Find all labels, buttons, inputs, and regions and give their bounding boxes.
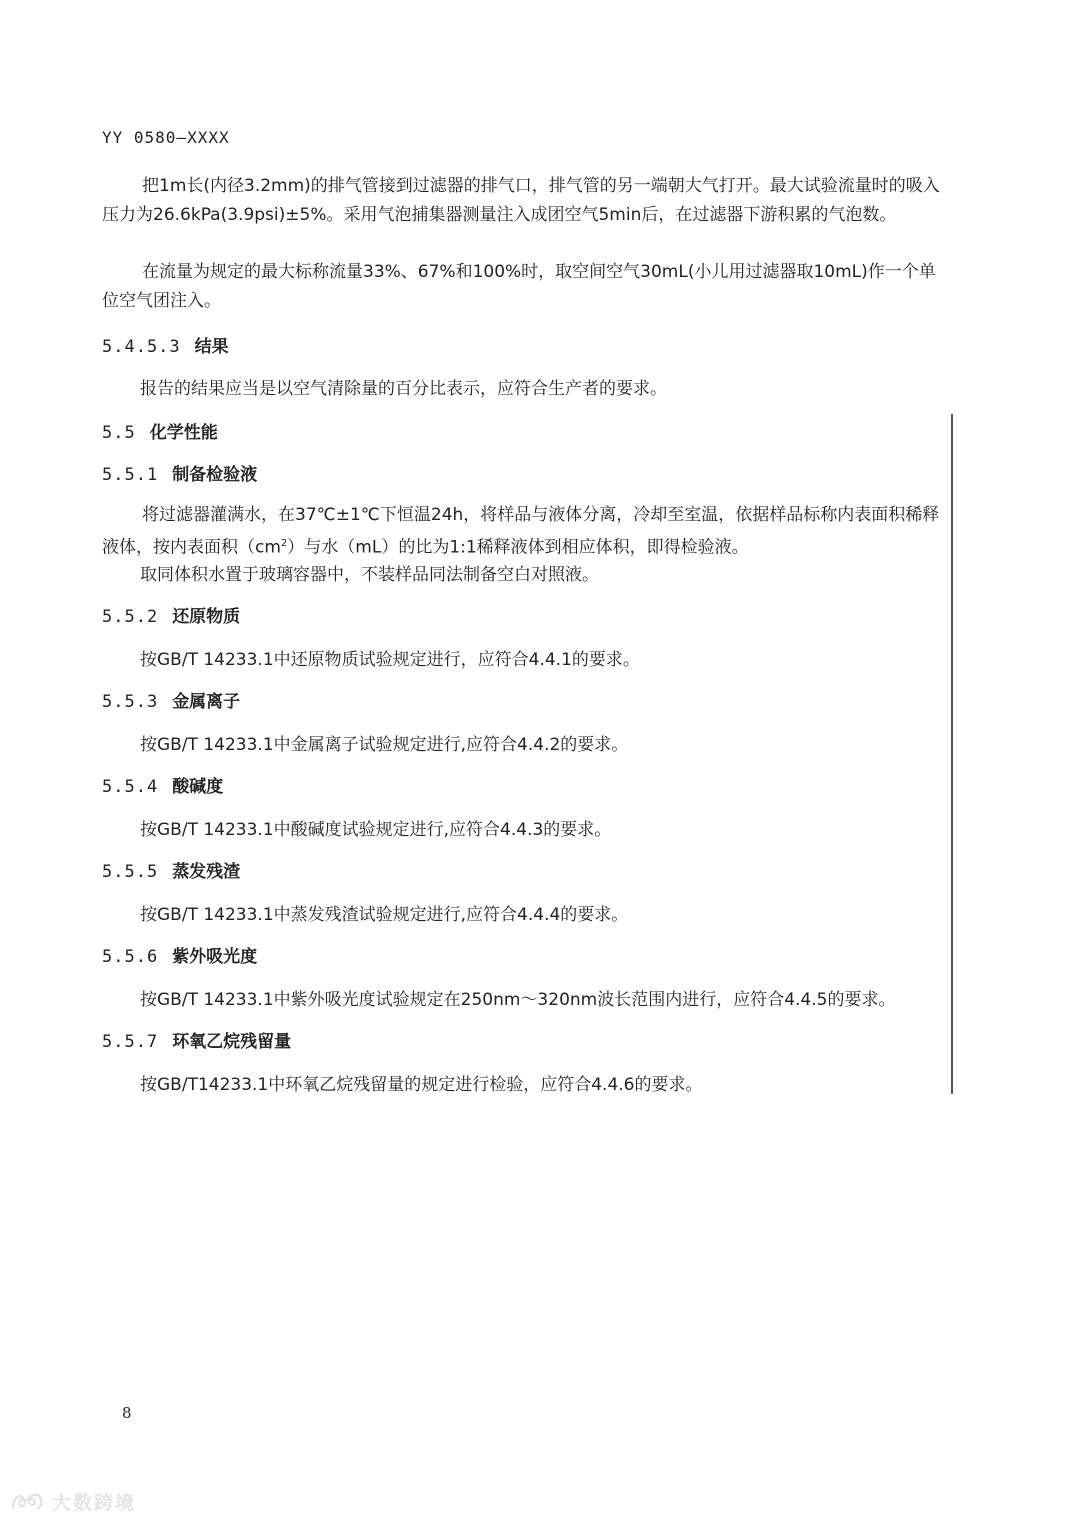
paragraph-metal-ions: 按GB/T 14233.1中金属离子试验规定进行,应符合4.4.2的要求。 — [140, 735, 629, 755]
revision-bar — [951, 414, 953, 1094]
heading-5-4-5-3 — [102, 332, 229, 357]
watermark-text: 大数跨境 — [52, 1492, 137, 1514]
paragraph-evaporation-residue: 按GB/T 14233.1中蒸发残渣试验规定进行,应符合4.4.4的要求。 — [140, 905, 629, 925]
section-title: 结果 — [194, 337, 229, 357]
heading-5-5-2 — [102, 602, 240, 627]
test-solution-text-b: ）与水（mL）的比为1:1稀释液体到相应体积，即得检验液。 — [287, 537, 749, 558]
section-number: 5.5.3 — [102, 692, 159, 712]
section-title: 化学性能 — [149, 423, 218, 443]
paragraph-test-solution — [102, 501, 952, 562]
paragraph-blank-control: 取同体积水置于玻璃容器中，不装样品同法制备空白对照液。 — [140, 565, 599, 585]
heading-5-5-3 — [102, 687, 240, 712]
section-title: 酸碱度 — [172, 777, 224, 797]
section-number: 5.5.1 — [102, 465, 159, 485]
paragraph-ethylene-oxide: 按GB/T14233.1中环氧乙烷残留量的规定进行检验，应符合4.4.6的要求。 — [140, 1075, 703, 1095]
paragraph-uv-absorbance: 按GB/T 14233.1中紫外吸光度试验规定在250nm～320nm波长范围内进行，应符合4.4.5的要求。 — [140, 990, 896, 1010]
heading-5-5 — [102, 418, 218, 443]
section-number: 5.5.4 — [102, 777, 159, 797]
section-title: 紫外吸光度 — [172, 947, 258, 967]
section-number: 5.5.2 — [102, 607, 159, 627]
paragraph-exhaust-tube: 把1m长(内径3.2mm)的排气管接到过滤器的排气口，排气管的另一端朝大气打开。最大试验流量时的吸入压力为26.6kPa(3.9psi)±5%。采用气泡捕集器测量注入成团空气5min后，在过滤器下游积累的气泡数。 — [102, 176, 940, 225]
test-solution-text-a: 将过滤器灌满水，在37℃±1℃下恒温24h，将样品与液体分离，冷却至室温，依据样品标称内表面积稀释液体，按内表面积（cm — [102, 505, 940, 558]
heading-5-5-5 — [102, 857, 240, 882]
heading-5-5-7 — [102, 1027, 291, 1052]
paragraph-acidity: 按GB/T 14233.1中酸碱度试验规定进行,应符合4.4.3的要求。 — [140, 820, 612, 840]
watermark-logo-icon — [10, 1489, 46, 1515]
section-title: 蒸发残渣 — [172, 862, 241, 882]
page-number: 8 — [122, 1404, 132, 1422]
section-number: 5.4.5.3 — [102, 337, 181, 357]
watermark — [10, 1488, 136, 1515]
section-number: 5.5 — [102, 423, 136, 443]
section-number: 5.5.7 — [102, 1032, 159, 1052]
superscript-two: 2 — [280, 537, 288, 549]
paragraph-result: 报告的结果应当是以空气清除量的百分比表示，应符合生产者的要求。 — [140, 379, 667, 399]
section-title: 还原物质 — [172, 607, 241, 627]
section-title: 制备检验液 — [172, 465, 258, 485]
section-title: 金属离子 — [172, 692, 241, 712]
heading-5-5-1 — [102, 460, 257, 485]
section-number: 5.5.5 — [102, 862, 159, 882]
section-title: 环氧乙烷残留量 — [172, 1032, 292, 1052]
heading-5-5-6 — [102, 942, 257, 967]
heading-5-5-4 — [102, 772, 223, 797]
paragraph-reducing-substances: 按GB/T 14233.1中还原物质试验规定进行，应符合4.4.1的要求。 — [140, 650, 640, 670]
paragraph-air-bolus: 在流量为规定的最大标称流量33%、67%和100%时，取空间空气30mL(小儿用过滤器取10mL)作一个单位空气团注入。 — [102, 262, 936, 311]
section-number: 5.5.6 — [102, 947, 159, 967]
standard-code-header: YY 0580—XXXX — [102, 128, 230, 147]
